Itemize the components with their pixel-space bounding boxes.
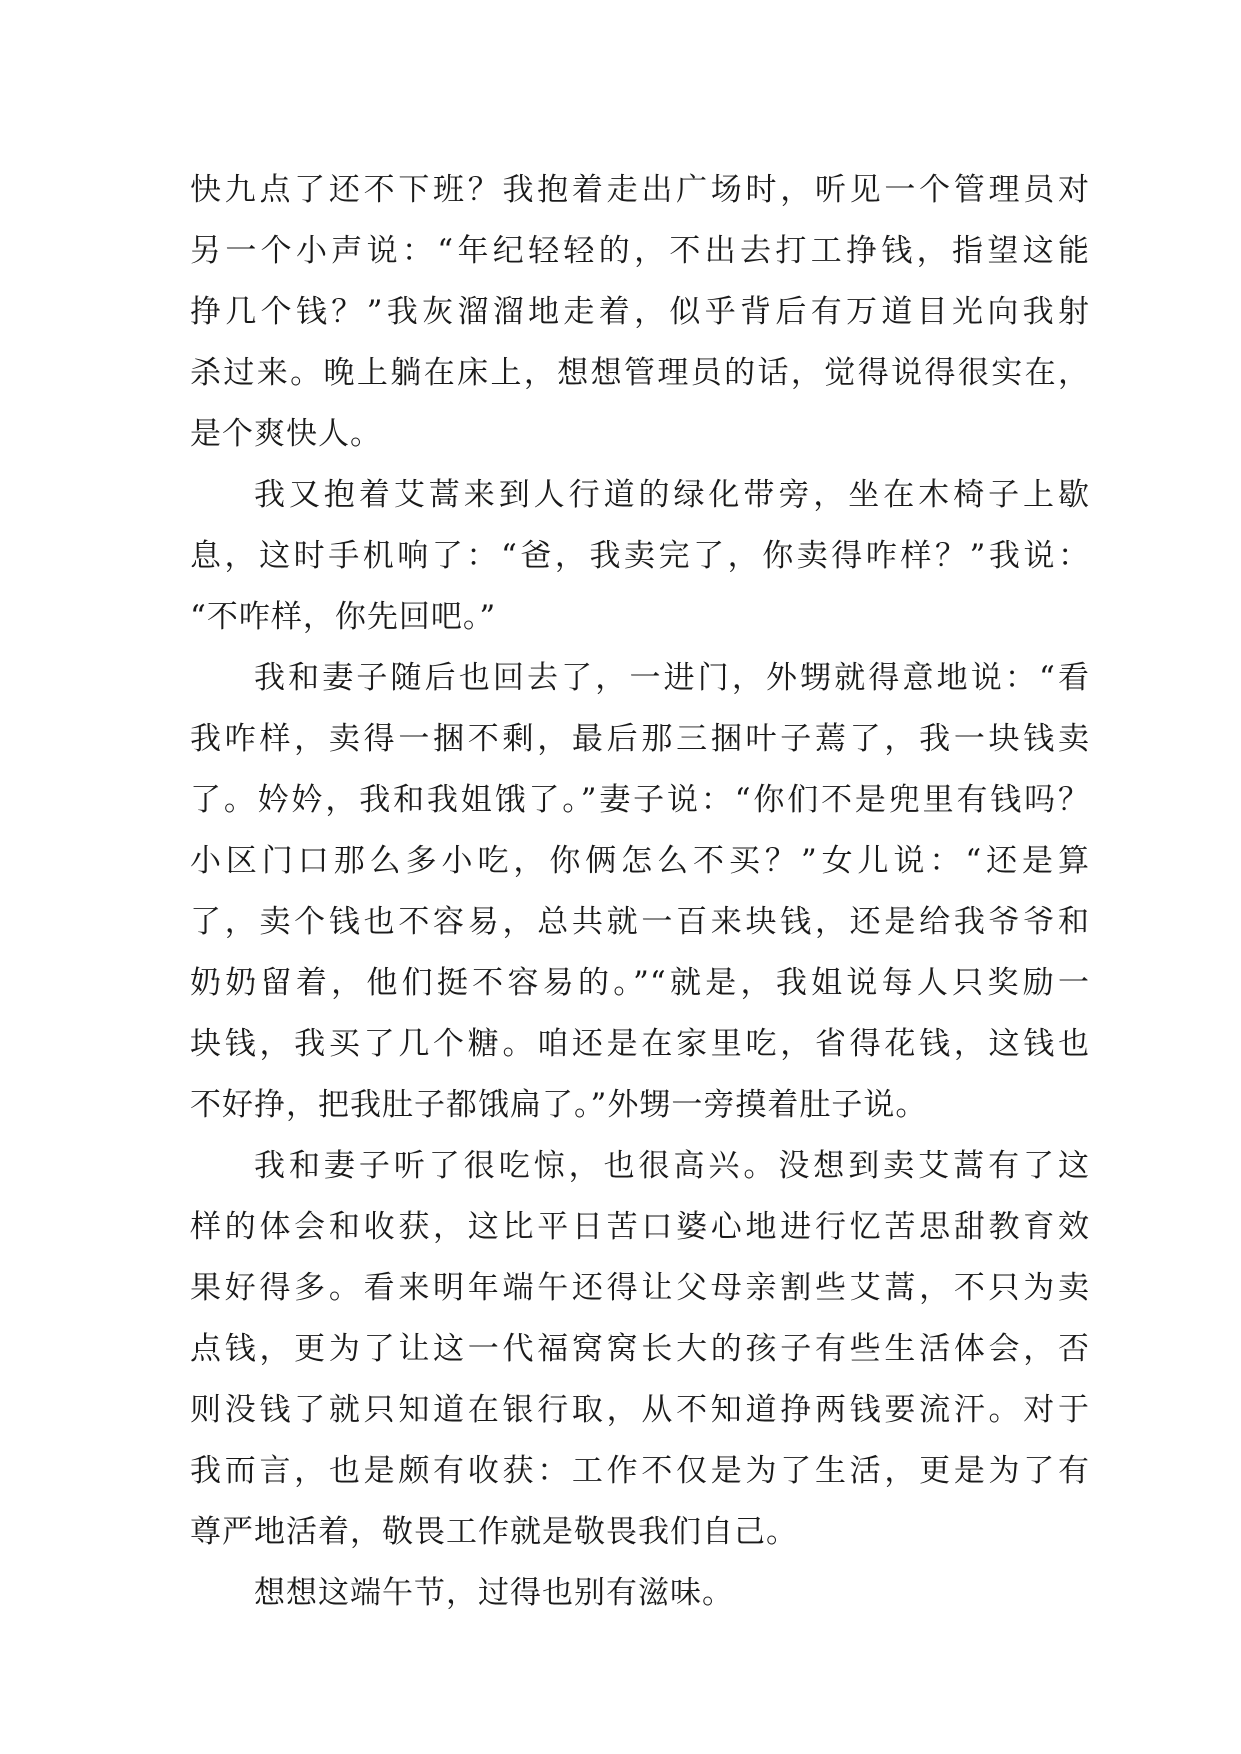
- text-line: 了。妗妗，我和我姐饿了。”妻子说：“你们不是兜里有钱吗？: [190, 782, 1090, 818]
- text-line: “不咋样，你先回吧。”: [190, 599, 497, 635]
- text-line: 尊严地活着，敬畏工作就是敬畏我们自己。: [190, 1514, 798, 1550]
- paragraph-first-line: 想想这端午节，过得也别有滋味。: [254, 1575, 734, 1611]
- text-line: 另一个小声说：“年纪轻轻的，不出去打工挣钱，指望这能: [190, 233, 1090, 269]
- text-line: 是个爽快人。: [190, 416, 382, 452]
- text-line: 块钱，我买了几个糖。咱还是在家里吃，省得花钱，这钱也: [190, 1026, 1090, 1062]
- text-line: 了，卖个钱也不容易，总共就一百来块钱，还是给我爷爷和: [190, 904, 1090, 940]
- text-line: 奶奶留着，他们挺不容易的。”“就是，我姐说每人只奖励一: [190, 965, 1090, 1001]
- text-line: 我咋样，卖得一捆不剩，最后那三捆叶子蔫了，我一块钱卖: [190, 721, 1090, 757]
- article-body: [190, 160, 1090, 1624]
- text-line: 快九点了还不下班？我抱着走出广场时，听见一个管理员对: [190, 172, 1090, 208]
- text-line: 不好挣，把我肚子都饿扁了。”外甥一旁摸着肚子说。: [190, 1087, 928, 1123]
- text-line: 我而言，也是颇有收获：工作不仅是为了生活，更是为了有: [190, 1453, 1090, 1489]
- text-line: 杀过来。晚上躺在床上，想想管理员的话，觉得说得很实在，: [190, 355, 1090, 391]
- paragraph-first-line: 我又抱着艾蒿来到人行道的绿化带旁，坐在木椅子上歇: [254, 477, 1090, 513]
- paragraph-first-line: 我和妻子听了很吃惊，也很高兴。没想到卖艾蒿有了这: [254, 1148, 1090, 1184]
- text-line: 小区门口那么多小吃，你俩怎么不买？”女儿说：“还是算: [190, 843, 1090, 879]
- text-line: 挣几个钱？”我灰溜溜地走着，似乎背后有万道目光向我射: [190, 294, 1090, 330]
- paragraph-first-line: 我和妻子随后也回去了，一进门，外甥就得意地说：“看: [254, 660, 1090, 696]
- text-line: 息，这时手机响了：“爸，我卖完了，你卖得咋样？”我说：: [190, 538, 1090, 574]
- text-line: 果好得多。看来明年端午还得让父母亲割些艾蒿，不只为卖: [190, 1270, 1090, 1306]
- text-line: 样的体会和收获，这比平日苦口婆心地进行忆苦思甜教育效: [190, 1209, 1090, 1245]
- text-line: 则没钱了就只知道在银行取，从不知道挣两钱要流汗。对于: [190, 1392, 1090, 1428]
- text-line: 点钱，更为了让这一代福窝窝长大的孩子有些生活体会，否: [190, 1331, 1090, 1367]
